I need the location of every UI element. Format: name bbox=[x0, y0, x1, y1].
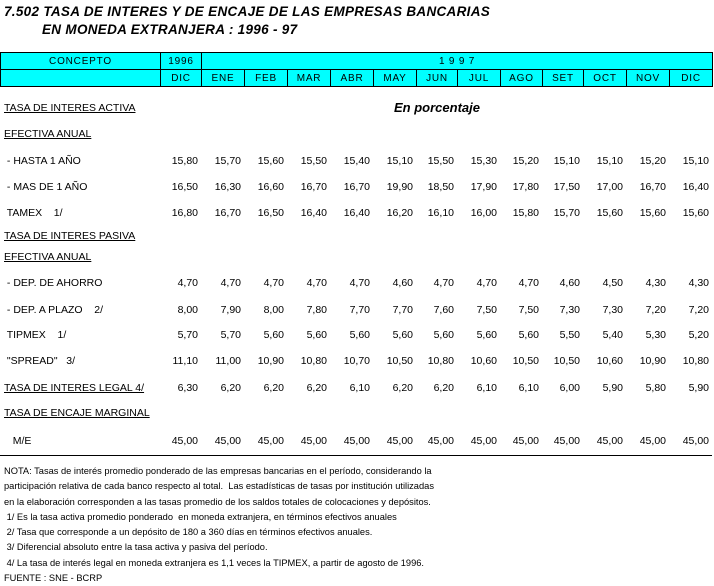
value-cell: 4,30 bbox=[688, 276, 709, 289]
value-cell: 7,60 bbox=[433, 303, 454, 316]
month-header: MAY bbox=[374, 70, 417, 87]
value-cell: 7,70 bbox=[392, 303, 413, 316]
value-cell: 15,80 bbox=[512, 206, 539, 219]
value-cell: 4,30 bbox=[645, 276, 666, 289]
value-cell: 6,20 bbox=[306, 381, 327, 394]
value-cell: 5,60 bbox=[263, 329, 284, 341]
value-cell: 45,00 bbox=[427, 434, 454, 447]
value-cell bbox=[500, 96, 542, 120]
value-cell: 16,70 bbox=[343, 180, 370, 193]
column-header bbox=[0, 52, 713, 87]
value-cell: 16,10 bbox=[427, 206, 454, 219]
row-label: "SPREAD" 3/ bbox=[4, 355, 76, 367]
value-cell: 7,80 bbox=[306, 303, 327, 316]
table-row bbox=[0, 374, 712, 401]
value-cell: 4,70 bbox=[177, 276, 198, 289]
value-cell: 10,80 bbox=[682, 355, 709, 367]
value-cell: 7,20 bbox=[688, 303, 709, 316]
value-cell: 4,50 bbox=[602, 276, 623, 289]
value-cell bbox=[330, 246, 373, 268]
value-cell: 6,20 bbox=[392, 381, 413, 394]
row-label: TASA DE ENCAJE MARGINAL bbox=[4, 407, 150, 419]
value-cell bbox=[373, 96, 416, 120]
note-line: NOTA: Tasas de interés promedio ponderado de las empresas bancarias en el período, considerando la bbox=[4, 466, 432, 476]
value-cell: 5,60 bbox=[392, 329, 413, 341]
value-cell: 15,20 bbox=[639, 154, 666, 167]
value-cell bbox=[626, 96, 669, 120]
value-cell bbox=[330, 226, 373, 246]
value-cell bbox=[457, 226, 500, 246]
table-row bbox=[0, 199, 712, 226]
value-cell bbox=[500, 120, 542, 147]
value-cell: 4,70 bbox=[306, 276, 327, 289]
value-cell bbox=[626, 226, 669, 246]
value-cell: 16,70 bbox=[639, 180, 666, 193]
value-cell bbox=[330, 401, 373, 425]
value-cell: 45,00 bbox=[512, 434, 539, 447]
value-cell bbox=[287, 96, 330, 120]
value-cell: 15,30 bbox=[470, 154, 497, 167]
value-cell: 16,50 bbox=[257, 206, 284, 219]
value-cell bbox=[201, 96, 244, 120]
value-cell bbox=[160, 120, 201, 147]
value-cell: 45,00 bbox=[639, 434, 666, 447]
value-cell: 15,60 bbox=[682, 206, 709, 219]
value-cell: 8,00 bbox=[177, 303, 198, 316]
value-cell bbox=[373, 226, 416, 246]
value-cell: 10,60 bbox=[596, 355, 623, 367]
value-cell: 6,10 bbox=[349, 381, 370, 394]
month-header: DIC bbox=[670, 70, 713, 87]
row-label: EFECTIVA ANUAL bbox=[4, 127, 92, 140]
value-cell: 5,60 bbox=[306, 329, 327, 341]
value-cell: 10,60 bbox=[470, 355, 497, 367]
note-line: 3/ Diferencial absoluto entre la tasa activa y pasiva del período. bbox=[4, 542, 268, 553]
value-cell: 45,00 bbox=[386, 434, 413, 447]
value-cell bbox=[457, 246, 500, 268]
table-row bbox=[0, 174, 712, 199]
value-cell: 7,50 bbox=[476, 303, 497, 316]
value-cell bbox=[201, 120, 244, 147]
table-row bbox=[0, 297, 712, 322]
value-cell: 16,50 bbox=[171, 180, 198, 193]
value-cell: 16,40 bbox=[682, 180, 709, 193]
value-cell bbox=[373, 246, 416, 268]
row-label: - MAS DE 1 AÑO bbox=[4, 180, 88, 193]
table-row bbox=[0, 268, 712, 297]
month-header: ABR bbox=[331, 70, 374, 87]
value-cell bbox=[287, 226, 330, 246]
value-cell: 16,40 bbox=[300, 206, 327, 219]
value-cell: 6,10 bbox=[476, 381, 497, 394]
value-cell bbox=[416, 226, 457, 246]
value-cell: 8,00 bbox=[263, 303, 284, 316]
row-label: TASA DE INTERES PASIVA bbox=[4, 230, 136, 242]
value-cell: 45,00 bbox=[343, 434, 370, 447]
value-cell: 45,00 bbox=[214, 434, 241, 447]
value-cell: 6,00 bbox=[559, 381, 580, 394]
month-header: DIC bbox=[161, 70, 202, 87]
value-cell: 10,80 bbox=[427, 355, 454, 367]
month-header: OCT bbox=[584, 70, 627, 87]
value-cell bbox=[583, 246, 626, 268]
row-label: - DEP. A PLAZO 2/ bbox=[4, 303, 104, 316]
value-cell: 18,50 bbox=[427, 180, 454, 193]
note-line: 1/ Es la tasa activa promedio ponderado en moneda extranjera, en términos efectivos anuales bbox=[4, 511, 397, 522]
value-cell bbox=[160, 96, 201, 120]
note-line: FUENTE : SNE - BCRP bbox=[4, 573, 103, 584]
value-cell: 10,90 bbox=[257, 355, 284, 367]
value-cell: 15,20 bbox=[512, 154, 539, 167]
note-line: participación relativa de cada banco respecto al total. Las estadísticas de tasas por institución utilizadas bbox=[4, 481, 434, 492]
value-cell: 5,30 bbox=[645, 329, 666, 341]
table-row bbox=[0, 96, 712, 120]
value-cell: 15,60 bbox=[639, 206, 666, 219]
value-cell: 19,90 bbox=[386, 180, 413, 193]
value-cell bbox=[500, 226, 542, 246]
value-cell: 15,50 bbox=[427, 154, 454, 167]
value-cell: 17,00 bbox=[596, 180, 623, 193]
value-cell bbox=[287, 246, 330, 268]
month-header: ENE bbox=[202, 70, 245, 87]
value-cell: 7,30 bbox=[602, 303, 623, 316]
value-cell: 15,10 bbox=[553, 154, 580, 167]
value-cell: 5,70 bbox=[220, 329, 241, 341]
value-cell: 45,00 bbox=[257, 434, 284, 447]
table-row bbox=[0, 425, 712, 456]
value-cell: 5,90 bbox=[688, 381, 709, 394]
value-cell: 7,30 bbox=[559, 303, 580, 316]
value-cell: 5,60 bbox=[476, 329, 497, 341]
concept-header: CONCEPTO bbox=[1, 53, 161, 70]
value-cell: 45,00 bbox=[682, 434, 709, 447]
value-cell bbox=[244, 226, 287, 246]
value-cell: 5,60 bbox=[433, 329, 454, 341]
row-label: - HASTA 1 AÑO bbox=[4, 154, 81, 167]
value-cell bbox=[542, 120, 583, 147]
value-cell bbox=[583, 401, 626, 425]
value-cell: 16,70 bbox=[300, 180, 327, 193]
value-cell: 10,70 bbox=[343, 355, 370, 367]
value-cell: 15,10 bbox=[596, 154, 623, 167]
value-cell bbox=[626, 246, 669, 268]
value-cell: 10,80 bbox=[300, 355, 327, 367]
value-cell: 10,50 bbox=[553, 355, 580, 367]
value-cell bbox=[542, 401, 583, 425]
month-header: AGO bbox=[501, 70, 543, 87]
row-label: TASA DE INTERES ACTIVA bbox=[4, 102, 136, 114]
value-cell bbox=[160, 226, 201, 246]
value-cell: 15,40 bbox=[343, 154, 370, 167]
value-cell bbox=[500, 401, 542, 425]
value-cell: 15,10 bbox=[386, 154, 413, 167]
value-cell: 10,50 bbox=[512, 355, 539, 367]
row-label: EFECTIVA ANUAL bbox=[4, 251, 92, 263]
value-cell bbox=[669, 96, 712, 120]
value-cell bbox=[373, 401, 416, 425]
value-cell: 16,80 bbox=[171, 206, 198, 219]
value-cell: 5,50 bbox=[559, 329, 580, 341]
value-cell bbox=[373, 120, 416, 147]
value-cell bbox=[330, 96, 373, 120]
month-header: JUN bbox=[417, 70, 458, 87]
value-cell bbox=[583, 96, 626, 120]
value-cell bbox=[457, 120, 500, 147]
value-cell bbox=[244, 246, 287, 268]
value-cell bbox=[201, 246, 244, 268]
value-cell bbox=[669, 401, 712, 425]
table-row bbox=[0, 120, 712, 147]
value-cell: 5,70 bbox=[177, 329, 198, 341]
value-cell bbox=[201, 401, 244, 425]
value-cell: 16,40 bbox=[343, 206, 370, 219]
row-label: TIPMEX 1/ bbox=[4, 329, 67, 341]
value-cell: 16,00 bbox=[470, 206, 497, 219]
value-cell bbox=[244, 96, 287, 120]
note-line: 4/ La tasa de interés legal en moneda extranjera es 1,1 veces la TIPMEX, a partir de agosto de 1996. bbox=[4, 557, 424, 568]
table-row bbox=[0, 322, 712, 348]
value-cell: 15,80 bbox=[171, 154, 198, 167]
value-cell: 45,00 bbox=[171, 434, 198, 447]
value-cell: 6,10 bbox=[518, 381, 539, 394]
value-cell: 4,70 bbox=[476, 276, 497, 289]
value-cell: 4,70 bbox=[349, 276, 370, 289]
value-cell: 5,90 bbox=[602, 381, 623, 394]
value-cell bbox=[669, 246, 712, 268]
year-1997-header: 1 9 9 7 bbox=[202, 53, 713, 70]
concept-header-blank bbox=[1, 70, 161, 87]
value-cell bbox=[330, 120, 373, 147]
value-cell: 10,50 bbox=[386, 355, 413, 367]
value-cell: 10,90 bbox=[639, 355, 666, 367]
value-cell: 6,20 bbox=[220, 381, 241, 394]
unit-label: En porcentaje bbox=[394, 100, 480, 115]
row-label: M/E bbox=[4, 434, 32, 447]
note-line: 2/ Tasa que corresponde a un depósito de 180 a 360 días en términos efectivos anuales. bbox=[4, 527, 373, 538]
value-cell bbox=[542, 246, 583, 268]
value-cell bbox=[287, 401, 330, 425]
table-row bbox=[0, 348, 712, 374]
value-cell: 4,70 bbox=[220, 276, 241, 289]
table-title-line-1: 7.502 TASA DE INTERES Y DE ENCAJE DE LAS EMPRESAS BANCARIAS bbox=[4, 4, 491, 19]
value-cell: 15,60 bbox=[257, 154, 284, 167]
value-cell bbox=[416, 96, 457, 120]
year-1996-header: 1996 bbox=[161, 53, 202, 70]
value-cell bbox=[416, 401, 457, 425]
month-header: SET bbox=[543, 70, 584, 87]
value-cell: 45,00 bbox=[596, 434, 623, 447]
value-cell bbox=[542, 226, 583, 246]
value-cell: 11,00 bbox=[215, 355, 241, 367]
value-cell: 17,90 bbox=[470, 180, 497, 193]
value-cell: 7,90 bbox=[220, 303, 241, 316]
month-header: JUL bbox=[458, 70, 501, 87]
value-cell: 5,40 bbox=[602, 329, 623, 341]
value-cell bbox=[160, 246, 201, 268]
value-cell bbox=[160, 401, 201, 425]
value-cell bbox=[500, 246, 542, 268]
value-cell: 17,50 bbox=[553, 180, 580, 193]
value-cell: 11,10 bbox=[172, 355, 198, 367]
value-cell: 16,70 bbox=[214, 206, 241, 219]
value-cell: 6,30 bbox=[177, 381, 198, 394]
row-label: - DEP. DE AHORRO bbox=[4, 276, 103, 289]
value-cell: 15,50 bbox=[300, 154, 327, 167]
value-cell: 15,70 bbox=[214, 154, 241, 167]
value-cell: 7,50 bbox=[518, 303, 539, 316]
note-line: en la elaboración corresponden a las tasas promedio de los saldos totales de colocaciones y depósitos. bbox=[4, 496, 431, 507]
value-cell bbox=[542, 96, 583, 120]
footnotes bbox=[4, 464, 434, 586]
value-cell: 5,60 bbox=[518, 329, 539, 341]
value-cell bbox=[669, 120, 712, 147]
value-cell bbox=[457, 401, 500, 425]
value-cell: 6,20 bbox=[263, 381, 284, 394]
value-cell bbox=[669, 226, 712, 246]
value-cell: 6,20 bbox=[433, 381, 454, 394]
value-cell bbox=[416, 246, 457, 268]
value-cell: 45,00 bbox=[470, 434, 497, 447]
value-cell: 15,10 bbox=[682, 154, 709, 167]
value-cell: 16,30 bbox=[214, 180, 241, 193]
value-cell bbox=[201, 226, 244, 246]
value-cell: 4,60 bbox=[559, 276, 580, 289]
value-cell: 7,70 bbox=[349, 303, 370, 316]
value-cell: 5,80 bbox=[645, 381, 666, 394]
value-cell bbox=[583, 120, 626, 147]
month-header: NOV bbox=[627, 70, 670, 87]
value-cell: 15,60 bbox=[596, 206, 623, 219]
value-cell: 17,80 bbox=[512, 180, 539, 193]
value-cell bbox=[626, 120, 669, 147]
value-cell: 4,60 bbox=[392, 276, 413, 289]
value-cell bbox=[244, 401, 287, 425]
value-cell bbox=[287, 120, 330, 147]
value-cell: 4,70 bbox=[433, 276, 454, 289]
table-row bbox=[0, 246, 712, 268]
value-cell: 5,20 bbox=[688, 329, 709, 341]
row-label: TAMEX 1/ bbox=[4, 206, 63, 219]
data-table bbox=[0, 96, 712, 456]
value-cell bbox=[244, 120, 287, 147]
value-cell: 16,20 bbox=[386, 206, 413, 219]
value-cell: 4,70 bbox=[518, 276, 539, 289]
value-cell: 45,00 bbox=[300, 434, 327, 447]
month-header: FEB bbox=[245, 70, 288, 87]
table-row bbox=[0, 401, 712, 425]
value-cell: 45,00 bbox=[553, 434, 580, 447]
value-cell: 15,70 bbox=[553, 206, 580, 219]
month-header: MAR bbox=[288, 70, 331, 87]
table-row bbox=[0, 226, 712, 246]
row-label: TASA DE INTERES LEGAL 4/ bbox=[4, 381, 145, 394]
footer-divider bbox=[0, 455, 712, 456]
value-cell bbox=[416, 120, 457, 147]
value-cell bbox=[626, 401, 669, 425]
table-row bbox=[0, 147, 712, 174]
table-title-line-2: EN MONEDA EXTRANJERA : 1996 - 97 bbox=[42, 22, 298, 37]
value-cell: 4,70 bbox=[263, 276, 284, 289]
value-cell bbox=[583, 226, 626, 246]
value-cell: 7,20 bbox=[645, 303, 666, 316]
value-cell: 16,60 bbox=[257, 180, 284, 193]
value-cell bbox=[457, 96, 500, 120]
value-cell: 5,60 bbox=[349, 329, 370, 341]
